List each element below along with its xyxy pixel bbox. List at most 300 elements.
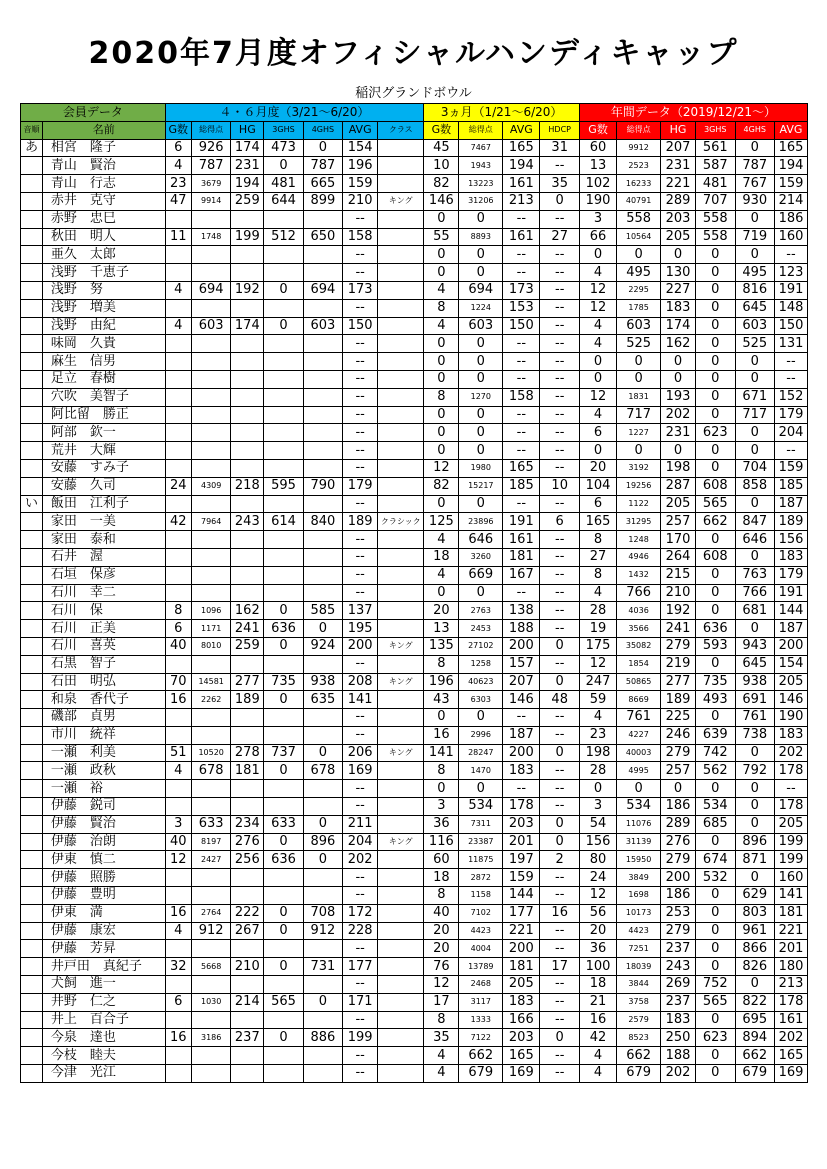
table-cell: 4 xyxy=(165,762,191,780)
table-cell: 160 xyxy=(774,228,807,246)
table-cell xyxy=(264,1065,303,1083)
member-name-cell: 伊藤 照勝 xyxy=(42,869,165,887)
table-cell: 822 xyxy=(735,993,774,1011)
index-cell xyxy=(21,833,43,851)
table-cell: -- xyxy=(540,210,579,228)
table-cell: 27102 xyxy=(459,637,503,655)
table-cell: 144 xyxy=(774,602,807,620)
table-cell: 160 xyxy=(774,869,807,887)
member-name-cell: 井戸田 真紀子 xyxy=(42,958,165,976)
table-cell xyxy=(165,246,191,264)
table-cell: -- xyxy=(540,869,579,887)
table-cell: 0 xyxy=(424,424,459,442)
table-cell: 708 xyxy=(303,904,342,922)
table-cell: 6303 xyxy=(459,691,503,709)
member-name-cell: 浅野 千恵子 xyxy=(42,264,165,282)
table-cell xyxy=(264,531,303,549)
table-cell: -- xyxy=(343,726,378,744)
table-cell xyxy=(303,1065,342,1083)
table-cell: -- xyxy=(540,406,579,424)
table-cell: 1470 xyxy=(459,762,503,780)
table-cell xyxy=(191,655,230,673)
member-name-cell: 穴吹 美智子 xyxy=(42,388,165,406)
table-cell: 278 xyxy=(231,744,264,762)
table-cell: 645 xyxy=(735,299,774,317)
table-cell xyxy=(165,1065,191,1083)
table-cell: 173 xyxy=(343,281,378,299)
table-cell: 763 xyxy=(735,566,774,584)
table-cell: 193 xyxy=(661,388,696,406)
table-row xyxy=(21,370,808,388)
table-cell: 0 xyxy=(696,388,735,406)
table-cell: 678 xyxy=(191,762,230,780)
table-row xyxy=(21,904,808,922)
table-cell: 144 xyxy=(503,887,540,905)
table-cell: 593 xyxy=(696,637,735,655)
table-cell: 871 xyxy=(735,851,774,869)
table-cell: 4 xyxy=(579,1065,616,1083)
table-cell: 4 xyxy=(165,317,191,335)
table-cell: 183 xyxy=(661,299,696,317)
index-cell xyxy=(21,940,43,958)
table-cell: 206 xyxy=(343,744,378,762)
table-cell: 0 xyxy=(617,442,661,460)
table-row xyxy=(21,157,808,175)
table-cell: 7964 xyxy=(191,513,230,531)
table-cell: 8669 xyxy=(617,691,661,709)
table-cell: 264 xyxy=(661,548,696,566)
table-row xyxy=(21,620,808,638)
table-cell: 1030 xyxy=(191,993,230,1011)
table-cell: 183 xyxy=(661,1011,696,1029)
table-cell: 0 xyxy=(264,904,303,922)
table-cell: -- xyxy=(503,246,540,264)
member-name-cell: 安藤 久司 xyxy=(42,477,165,495)
table-cell xyxy=(231,566,264,584)
table-cell xyxy=(191,424,230,442)
table-cell: 4 xyxy=(579,584,616,602)
table-cell: -- xyxy=(343,655,378,673)
table-cell: 200 xyxy=(343,637,378,655)
table-cell xyxy=(191,798,230,816)
table-cell: 16 xyxy=(540,904,579,922)
index-cell xyxy=(21,620,43,638)
table-cell: 137 xyxy=(343,602,378,620)
table-cell: 8 xyxy=(424,655,459,673)
table-cell: 200 xyxy=(661,869,696,887)
table-cell xyxy=(303,370,342,388)
member-name-cell: 石田 明弘 xyxy=(42,673,165,691)
member-name-cell: 赤野 忠巳 xyxy=(42,210,165,228)
index-cell xyxy=(21,388,43,406)
table-cell: 31139 xyxy=(617,833,661,851)
table-cell: 0 xyxy=(424,210,459,228)
table-cell: 961 xyxy=(735,922,774,940)
table-cell: 218 xyxy=(231,477,264,495)
table-cell xyxy=(231,459,264,477)
table-cell: 3 xyxy=(579,798,616,816)
table-cell xyxy=(191,1011,230,1029)
table-cell: 12 xyxy=(424,459,459,477)
table-cell: 186 xyxy=(661,887,696,905)
table-row xyxy=(21,815,808,833)
table-cell xyxy=(378,264,424,282)
table-cell xyxy=(378,531,424,549)
table-cell: 4 xyxy=(424,531,459,549)
table-cell xyxy=(165,299,191,317)
table-cell xyxy=(191,264,230,282)
table-cell xyxy=(231,726,264,744)
member-name-cell: 浅野 努 xyxy=(42,281,165,299)
table-cell xyxy=(231,940,264,958)
table-cell: 0 xyxy=(264,958,303,976)
table-cell: 201 xyxy=(774,940,807,958)
table-row xyxy=(21,548,808,566)
table-cell: 192 xyxy=(231,281,264,299)
table-cell: -- xyxy=(503,442,540,460)
table-row xyxy=(21,1047,808,1065)
table-cell: 0 xyxy=(424,584,459,602)
table-cell: 840 xyxy=(303,513,342,531)
table-cell: 0 xyxy=(303,851,342,869)
table-cell: 4 xyxy=(579,1047,616,1065)
table-cell: 40 xyxy=(165,833,191,851)
table-cell xyxy=(303,869,342,887)
table-cell: 4227 xyxy=(617,726,661,744)
table-cell: 0 xyxy=(424,370,459,388)
table-cell: 47 xyxy=(165,192,191,210)
table-cell: 0 xyxy=(459,335,503,353)
table-cell xyxy=(303,442,342,460)
column-header: HG xyxy=(661,121,696,139)
table-cell: 8 xyxy=(579,531,616,549)
table-cell: 603 xyxy=(459,317,503,335)
table-cell xyxy=(264,459,303,477)
index-cell xyxy=(21,744,43,762)
table-cell xyxy=(264,726,303,744)
table-row xyxy=(21,495,808,513)
index-cell xyxy=(21,548,43,566)
table-cell: 787 xyxy=(191,157,230,175)
table-cell: 636 xyxy=(264,851,303,869)
table-cell: 141 xyxy=(774,887,807,905)
table-cell: 36 xyxy=(424,815,459,833)
index-cell xyxy=(21,246,43,264)
table-cell xyxy=(165,887,191,905)
table-cell: 0 xyxy=(579,370,616,388)
table-cell: 0 xyxy=(696,709,735,727)
table-row xyxy=(21,1011,808,1029)
table-cell: 188 xyxy=(661,1047,696,1065)
table-cell: 189 xyxy=(774,513,807,531)
table-cell xyxy=(378,1065,424,1083)
table-cell xyxy=(165,406,191,424)
table-cell xyxy=(303,566,342,584)
table-cell: 131 xyxy=(774,335,807,353)
table-cell: 4 xyxy=(424,1065,459,1083)
column-header: 総得点 xyxy=(191,121,230,139)
table-cell: 0 xyxy=(424,335,459,353)
table-cell xyxy=(191,869,230,887)
table-cell: 210 xyxy=(343,192,378,210)
table-cell xyxy=(378,1029,424,1047)
table-cell: 161 xyxy=(503,531,540,549)
table-cell: 23896 xyxy=(459,513,503,531)
table-cell: 2295 xyxy=(617,281,661,299)
table-cell: -- xyxy=(343,976,378,994)
table-cell: 8523 xyxy=(617,1029,661,1047)
table-cell: 803 xyxy=(735,904,774,922)
table-cell: -- xyxy=(774,246,807,264)
table-cell: 767 xyxy=(735,175,774,193)
table-cell: 60 xyxy=(424,851,459,869)
member-name-cell: 伊藤 芳昇 xyxy=(42,940,165,958)
table-cell: 0 xyxy=(735,424,774,442)
table-cell: 199 xyxy=(343,1029,378,1047)
member-name-cell: 伊藤 治朗 xyxy=(42,833,165,851)
table-cell: 28 xyxy=(579,602,616,620)
table-cell: -- xyxy=(343,869,378,887)
table-cell: 1258 xyxy=(459,655,503,673)
table-cell: 0 xyxy=(735,442,774,460)
table-cell: 269 xyxy=(661,976,696,994)
table-cell: 0 xyxy=(264,762,303,780)
table-cell: 28247 xyxy=(459,744,503,762)
index-cell xyxy=(21,335,43,353)
table-cell: 0 xyxy=(424,246,459,264)
index-cell xyxy=(21,477,43,495)
table-cell: 203 xyxy=(503,1029,540,1047)
table-cell: 28 xyxy=(579,762,616,780)
table-cell: 3758 xyxy=(617,993,661,1011)
table-cell: 179 xyxy=(774,406,807,424)
table-cell: 200 xyxy=(774,637,807,655)
table-cell: キング xyxy=(378,833,424,851)
table-cell: 202 xyxy=(774,744,807,762)
table-cell xyxy=(231,798,264,816)
table-cell: 181 xyxy=(231,762,264,780)
table-cell: 0 xyxy=(540,192,579,210)
table-cell: 4309 xyxy=(191,477,230,495)
table-cell: 644 xyxy=(264,192,303,210)
table-cell xyxy=(378,869,424,887)
table-cell: 15950 xyxy=(617,851,661,869)
table-cell xyxy=(264,264,303,282)
member-name-cell: 井野 仁之 xyxy=(42,993,165,1011)
table-cell: 12 xyxy=(579,281,616,299)
table-cell: -- xyxy=(540,922,579,940)
table-cell: 565 xyxy=(696,993,735,1011)
table-cell: 938 xyxy=(303,673,342,691)
table-cell: 0 xyxy=(735,495,774,513)
table-cell xyxy=(191,584,230,602)
table-cell: 23 xyxy=(165,175,191,193)
index-cell xyxy=(21,1029,43,1047)
table-cell xyxy=(231,442,264,460)
table-cell: 4 xyxy=(424,281,459,299)
table-cell: 289 xyxy=(661,815,696,833)
table-cell: 2996 xyxy=(459,726,503,744)
index-cell xyxy=(21,602,43,620)
table-cell: 174 xyxy=(231,139,264,157)
table-cell: 0 xyxy=(696,299,735,317)
table-cell: 0 xyxy=(459,264,503,282)
table-cell: 662 xyxy=(459,1047,503,1065)
table-cell xyxy=(165,709,191,727)
table-cell: 595 xyxy=(264,477,303,495)
table-cell: 4423 xyxy=(617,922,661,940)
table-cell xyxy=(231,655,264,673)
table-cell: 42 xyxy=(165,513,191,531)
table-cell: 4 xyxy=(165,157,191,175)
table-cell: 31206 xyxy=(459,192,503,210)
table-cell: 0 xyxy=(696,1065,735,1083)
table-cell xyxy=(378,424,424,442)
table-cell: 534 xyxy=(617,798,661,816)
table-cell: 0 xyxy=(696,655,735,673)
table-cell: 0 xyxy=(264,1029,303,1047)
table-cell: 159 xyxy=(774,175,807,193)
table-cell xyxy=(378,317,424,335)
table-cell: 6 xyxy=(165,993,191,1011)
table-cell: 603 xyxy=(617,317,661,335)
table-cell: 0 xyxy=(661,370,696,388)
index-cell xyxy=(21,157,43,175)
table-cell xyxy=(165,442,191,460)
table-cell: -- xyxy=(774,353,807,371)
table-cell xyxy=(303,495,342,513)
table-cell: 243 xyxy=(231,513,264,531)
table-cell xyxy=(378,157,424,175)
table-cell: 493 xyxy=(696,691,735,709)
table-cell: 1748 xyxy=(191,228,230,246)
column-header: AVG xyxy=(343,121,378,139)
table-cell: 3 xyxy=(165,815,191,833)
table-cell: 4036 xyxy=(617,602,661,620)
index-cell xyxy=(21,798,43,816)
table-cell: 40003 xyxy=(617,744,661,762)
table-cell xyxy=(191,709,230,727)
table-row xyxy=(21,958,808,976)
table-cell: 534 xyxy=(696,798,735,816)
table-cell: 646 xyxy=(459,531,503,549)
table-cell xyxy=(264,1011,303,1029)
table-cell xyxy=(378,780,424,798)
table-row xyxy=(21,246,808,264)
table-cell xyxy=(378,940,424,958)
table-cell: 0 xyxy=(696,246,735,264)
table-row xyxy=(21,264,808,282)
table-cell: 11 xyxy=(165,228,191,246)
table-cell: 787 xyxy=(303,157,342,175)
table-cell: -- xyxy=(774,370,807,388)
table-cell: 2523 xyxy=(617,157,661,175)
table-cell: 669 xyxy=(459,566,503,584)
table-cell: 194 xyxy=(503,157,540,175)
table-row xyxy=(21,887,808,905)
column-header: 名前 xyxy=(42,121,165,139)
table-cell: 66 xyxy=(579,228,616,246)
table-cell xyxy=(231,210,264,228)
table-cell: 1158 xyxy=(459,887,503,905)
table-cell: 183 xyxy=(774,548,807,566)
table-cell: 205 xyxy=(503,976,540,994)
table-cell: 287 xyxy=(661,477,696,495)
table-cell: 150 xyxy=(774,317,807,335)
table-cell: 10 xyxy=(540,477,579,495)
table-cell xyxy=(165,976,191,994)
table-row xyxy=(21,353,808,371)
table-cell: 0 xyxy=(459,495,503,513)
table-cell: 495 xyxy=(617,264,661,282)
table-cell: 0 xyxy=(696,922,735,940)
table-cell: 0 xyxy=(661,353,696,371)
table-cell: 169 xyxy=(774,1065,807,1083)
table-cell: 3117 xyxy=(459,993,503,1011)
table-cell: 214 xyxy=(774,192,807,210)
table-cell: 196 xyxy=(343,157,378,175)
column-header: 4GHS xyxy=(303,121,342,139)
table-cell: -- xyxy=(540,566,579,584)
table-cell: -- xyxy=(540,762,579,780)
table-cell: 35 xyxy=(424,1029,459,1047)
table-cell xyxy=(231,780,264,798)
table-cell: 7102 xyxy=(459,904,503,922)
table-cell: 679 xyxy=(617,1065,661,1083)
table-cell: 0 xyxy=(459,584,503,602)
index-cell xyxy=(21,228,43,246)
table-cell: 694 xyxy=(459,281,503,299)
table-cell: 190 xyxy=(774,709,807,727)
table-cell: 816 xyxy=(735,281,774,299)
member-name-cell: 石川 幸二 xyxy=(42,584,165,602)
table-cell xyxy=(165,780,191,798)
index-cell xyxy=(21,192,43,210)
table-cell: 199 xyxy=(231,228,264,246)
table-cell xyxy=(378,566,424,584)
table-cell: 558 xyxy=(617,210,661,228)
table-cell: 177 xyxy=(503,904,540,922)
table-cell: 858 xyxy=(735,477,774,495)
table-cell: 1333 xyxy=(459,1011,503,1029)
table-row xyxy=(21,655,808,673)
table-cell xyxy=(378,477,424,495)
table-cell xyxy=(378,922,424,940)
table-cell: 19 xyxy=(579,620,616,638)
table-cell: 267 xyxy=(231,922,264,940)
table-cell: 189 xyxy=(343,513,378,531)
table-cell xyxy=(165,495,191,513)
table-cell: 0 xyxy=(696,940,735,958)
table-cell: 0 xyxy=(735,815,774,833)
table-cell: -- xyxy=(540,798,579,816)
table-cell: 20 xyxy=(424,940,459,958)
table-cell: -- xyxy=(540,780,579,798)
table-cell: 752 xyxy=(696,976,735,994)
table-cell: 161 xyxy=(503,175,540,193)
table-cell: 0 xyxy=(459,424,503,442)
table-cell xyxy=(165,726,191,744)
table-cell xyxy=(191,495,230,513)
table-cell: 43 xyxy=(424,691,459,709)
table-cell: 534 xyxy=(459,798,503,816)
table-cell: 14581 xyxy=(191,673,230,691)
table-row xyxy=(21,709,808,727)
table-row xyxy=(21,780,808,798)
table-cell: 12 xyxy=(579,887,616,905)
table-cell: 162 xyxy=(661,335,696,353)
table-cell: -- xyxy=(540,726,579,744)
